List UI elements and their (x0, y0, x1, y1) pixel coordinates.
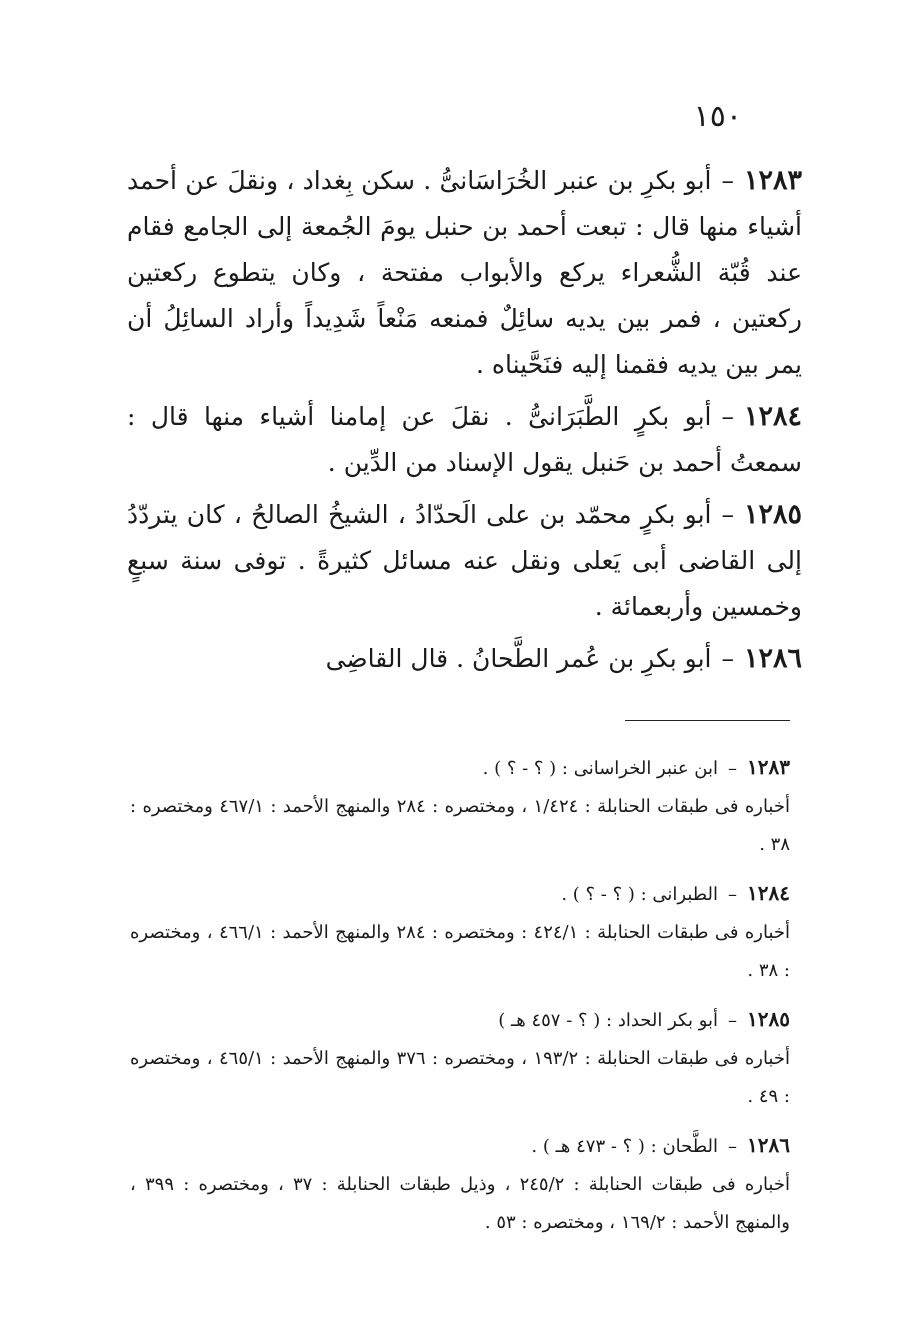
footnote-number: ١٢٨٤ (747, 881, 790, 905)
entry-number: ١٢٨٦ (743, 643, 802, 674)
footnote-body: أخباره فى طبقات الحنابلة : ٢٤٥/٢ ، وذيل طبقات الحنابلة : ٣٧ ، ومختصره : ٣٩٩ ، والمنهج الأحمد : ١٦٩/٢ ، ومختصره : ٥٣ . (130, 1174, 790, 1233)
entry-dash: – (721, 500, 734, 529)
footnote-number: ١٢٨٦ (747, 1133, 790, 1157)
footnote-1286 (130, 1126, 790, 1242)
entry-text: أبو بكرِ بن عُمر الطَّحانُ . قال القاضِى (325, 644, 712, 673)
entry-dash: – (721, 166, 734, 195)
footnote-1283 (130, 748, 790, 864)
footnote-number: ١٢٨٥ (747, 1007, 790, 1031)
footnote-1285 (130, 1000, 790, 1116)
footnote-body: أخباره فى طبقات الحنابلة : ٤٢٤/١ : ومختصره : ٢٨٤ والمنهج الأحمد : ٤٦٦/١ ، ومختصره : ٣٨ . (130, 922, 790, 981)
entry-text: أبو بكرٍ محمّد بن على الَحدّادُ ، الشيخُ الصالحُ ، كان يتردّدُ إلى القاضى أبى يَعلى ونقل عنه مسائل كثيرةً . توفى سنة سبعٍ وخمسين وأربعمائة . (127, 500, 802, 621)
footnote-heading (130, 748, 790, 788)
footnote-body: أخباره فى طبقات الحنابلة : ١/٤٢٤ ، ومختصره : ٢٨٤ والمنهج الأحمد : ٤٦٧/١ ومختصره : ٣٨ . (130, 796, 790, 855)
footnote-heading (130, 1000, 790, 1040)
entry-1285 (127, 492, 802, 630)
footnote-body: أخباره فى طبقات الحنابلة : ١٩٣/٢ ، ومختصره : ٣٧٦ والمنهج الأحمد : ٤٦٥/١ ، ومختصره : ٤٩ . (130, 1048, 790, 1107)
footnote-heading (130, 1126, 790, 1166)
footnote-title: أبو بكر الحداد : ( ؟ - ٤٥٧ هـ ) (498, 1010, 719, 1031)
footnote-title: الطبرانى : ( ؟ - ؟ ) . (561, 884, 719, 905)
footnote-1284 (130, 874, 790, 990)
footnote-dash: – (728, 1010, 738, 1031)
main-text (127, 158, 802, 688)
footnote-title: ابن عنبر الخراسانى : ( ؟ - ؟ ) . (482, 758, 719, 779)
entry-text: أبو بكرٍ الطَّبَرَانىُّ . نقلَ عن إمامنا أشياء منها قال : سمعتُ أحمد بن حَنبل يقول الإسناد من الدِّين . (127, 402, 802, 477)
footnote-dash: – (728, 758, 738, 779)
entry-number: ١٢٨٥ (743, 499, 802, 530)
page-number: ١٥٠ (693, 99, 742, 134)
footnote-heading (130, 874, 790, 914)
footnote-separator (625, 720, 790, 721)
footnotes (130, 748, 790, 1252)
footnote-number: ١٢٨٣ (747, 755, 790, 779)
entry-number: ١٢٨٣ (743, 165, 802, 196)
footnote-title: الطَّحان : ( ؟ - ٤٧٣ هـ ) . (531, 1136, 719, 1157)
entry-1284 (127, 394, 802, 486)
entry-1283 (127, 158, 802, 388)
entry-text: أبو بكرِ بن عنبر الخُرَاسَانىُّ . سكن بِغداد ، ونقلَ عن أحمد أشياء منها قال : تبعت أحمد بن حنبل يومَ الجُمعة إلى الجامع فقام عند قُبّة الشُّعراء يركع والأبواب مفتحة ، وكان يتطوع ركعتين ركعتين ، فمر بين يديه سائِلٌ فمنعه مَنْعاً شَدِيداً وأراد السائِلُ أن يمر بين يديه فقمنا إليه فنَحَّيناه . (127, 166, 803, 379)
entry-1286 (127, 636, 802, 682)
entry-number: ١٢٨٤ (743, 401, 802, 432)
footnote-dash: – (728, 884, 738, 905)
entry-dash: – (721, 402, 734, 431)
entry-dash: – (721, 644, 734, 673)
footnote-dash: – (728, 1136, 738, 1157)
